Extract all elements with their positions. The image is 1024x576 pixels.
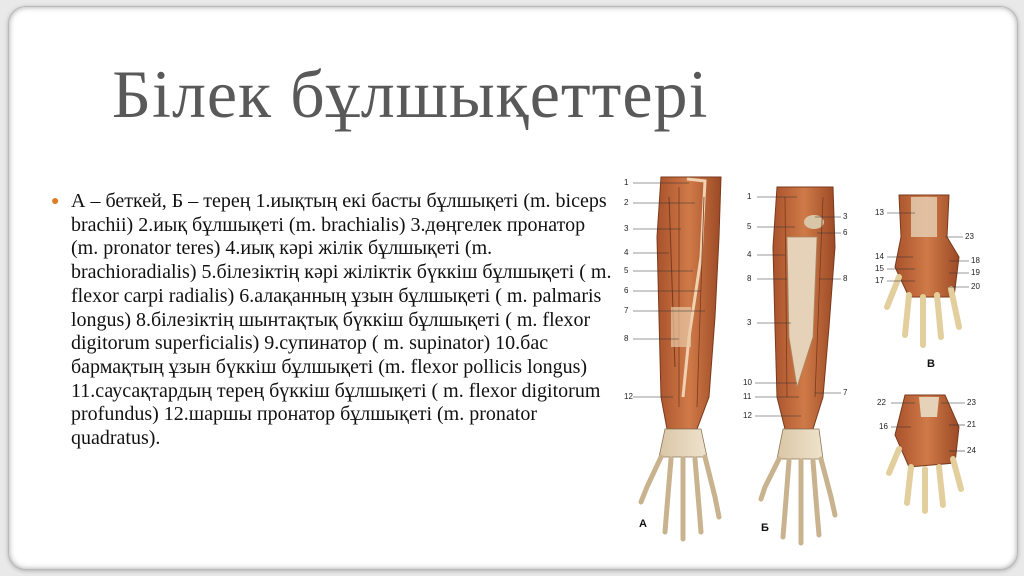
label-a-4: 5 [624, 266, 629, 275]
label-g-left-0: 22 [877, 398, 886, 407]
label-b-left-5: 10 [743, 378, 752, 387]
label-a-7: 8 [624, 334, 629, 343]
label-v-right-1: 18 [971, 256, 980, 265]
label-b-right-0: 3 [843, 212, 848, 221]
label-v-left-2: 15 [875, 264, 884, 273]
label-g-left-1: 16 [879, 422, 888, 431]
bullet-icon: ● [51, 194, 60, 209]
label-b-left-3: 8 [747, 274, 752, 283]
label-b-left-4: 3 [747, 318, 752, 327]
anatomy-figure [609, 167, 999, 557]
label-a-5: 6 [624, 286, 629, 295]
label-v-right-0: 23 [965, 232, 974, 241]
label-a-8: 12 [624, 392, 633, 401]
label-a-6: 7 [624, 306, 629, 315]
hand-v-illustration [887, 195, 959, 345]
panel-label-b: Б [761, 522, 769, 534]
label-b-left-2: 4 [747, 250, 752, 259]
label-b-right-1: 6 [843, 228, 848, 237]
label-b-left-6: 11 [743, 392, 752, 401]
label-b-left-1: 5 [747, 222, 752, 231]
label-g-right-0: 23 [967, 398, 976, 407]
label-g-right-1: 21 [967, 420, 976, 429]
panel-label-a: А [639, 518, 647, 530]
label-b-left-0: 1 [747, 192, 752, 201]
label-v-left-0: 13 [875, 208, 884, 217]
slide-title: Білек бұлшықеттері [112, 56, 709, 132]
label-b-right-3: 7 [843, 388, 848, 397]
label-g-right-2: 24 [967, 446, 976, 455]
slide [8, 6, 1018, 570]
label-b-left-7: 12 [743, 411, 752, 420]
label-v-right-3: 20 [971, 282, 980, 291]
forearm-b-illustration [761, 187, 835, 543]
label-a-0: 1 [624, 178, 629, 187]
label-v-left-3: 17 [875, 276, 884, 285]
hand-g-illustration [889, 395, 961, 511]
forearm-a-illustration [641, 177, 721, 539]
bullet-text: А – беткей, Б – терең 1.иықтың екі басты бұлшықеті (m. biceps brachii) 2.иық бұлшықеті (m. brachialis) 3.дөңгелек пронатор (m. pronator teres) 4.иық кәрі жілік бұлшықеті (m. brachioradialis) 5.білезіктің кәрі жіліктік бүккіш бұлшықеті ( m. flexor carpi radialis) 6.алақанның ұзын бұлшықеті ( m. palmaris longus) 8.білезіктің шынтақтық бүккіш бұлшықеті ( m. flexor digitorum superficialis) 9.супинатор ( m. supinator) 10.бас бармақтың ұзын бүккіш бұлшықеті (m. flexor pollicis longus) 11.саусақтардың терең бүккіш бұлшықеті ( m. flexor digitorum profundus) 12.шаршы пронатор бұлшықеті (m. pronator quadratus). [71, 190, 612, 450]
label-a-2: 3 [624, 224, 629, 233]
label-a-1: 2 [624, 198, 629, 207]
label-v-left-1: 14 [875, 252, 884, 261]
label-v-right-2: 19 [971, 268, 980, 277]
label-b-right-2: 8 [843, 274, 848, 283]
label-a-3: 4 [624, 248, 629, 257]
panel-label-v: В [927, 358, 935, 370]
